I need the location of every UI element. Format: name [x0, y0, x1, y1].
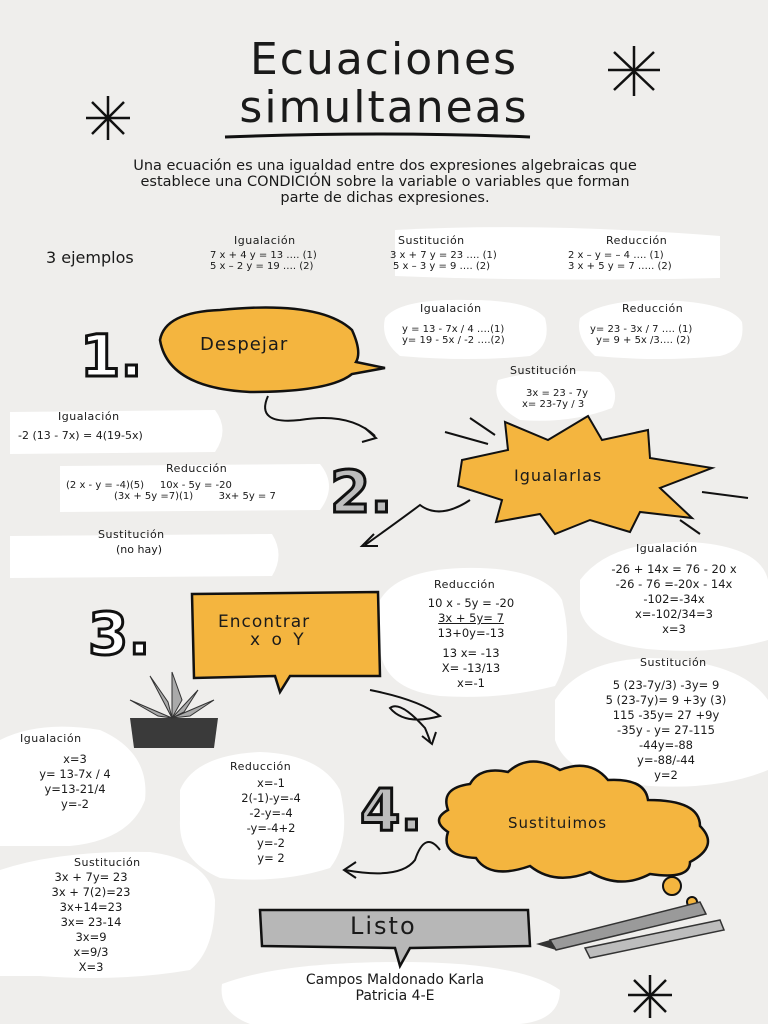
igualarlas-label: Igualarlas — [514, 466, 603, 485]
equation-line: x=3 — [662, 622, 686, 636]
step1-sustitucion-title: Sustitución — [510, 364, 577, 377]
equation-line: -102=-34x — [643, 592, 705, 606]
equation-line: y=-88/-44 — [637, 753, 695, 767]
step3-sustitucion-lines — [566, 678, 766, 783]
step4-reduccion-lines — [196, 776, 346, 866]
equation-line: -44y=-88 — [638, 738, 693, 752]
example-igualacion-eq2: 5 x – 2 y = 19 …. (2) — [210, 261, 314, 272]
step1-number: 1. — [80, 322, 143, 390]
step2-sustitucion-eq: (no hay) — [116, 543, 163, 556]
example-sustitucion-eq1: 3 x + 7 y = 23 …. (1) — [390, 250, 497, 261]
equation-line: 3x+14=23 — [59, 900, 123, 914]
equation-line: y=-2 — [61, 797, 89, 811]
equation-line: 2(-1)-y=-4 — [241, 791, 301, 805]
step2-igualacion2-title: Igualación — [636, 542, 698, 555]
step4-igualacion-lines — [10, 752, 140, 812]
equation-line: x=-1 — [457, 676, 485, 690]
step1-reduccion-eq2: y= 9 + 5x /3…. (2) — [596, 335, 691, 346]
step2-igualacion-eq: -2 (13 - 7x) = 4(19-5x) — [18, 429, 143, 442]
step1-igualacion-eq1: y = 13 - 7x / 4 ….(1) — [402, 324, 505, 335]
step4-igualacion-title: Igualación — [20, 732, 82, 745]
x-o-y-label: x o Y — [250, 630, 307, 650]
example-reduccion-title: Reducción — [606, 234, 668, 247]
step4-reduccion-title: Reducción — [230, 760, 292, 773]
step1-reduccion-title: Reducción — [622, 302, 684, 315]
author-name — [240, 972, 550, 1004]
step4-sustitucion-title: Sustitución — [74, 856, 141, 869]
equation-line: y=2 — [654, 768, 678, 782]
equation-line: x=-102/34=3 — [634, 607, 713, 621]
equation-line: -26 - 76 =-20x - 14x — [615, 577, 733, 591]
step1-reduccion-eq1: y= 23 - 3x / 7 …. (1) — [590, 324, 693, 335]
pen-icon — [536, 902, 724, 958]
equation-line: X= -13/13 — [441, 661, 501, 675]
example-reduccion-eq1: 2 x – y = – 4 …. (1) — [568, 250, 664, 261]
example-igualacion-title: Igualación — [234, 234, 296, 247]
equation-line: 13 x= -13 — [442, 646, 500, 660]
step2-reduccion-eq1: (2 x - y = -4)(5) 10x - 5y = -20 — [66, 480, 232, 491]
sustituimos-label: Sustituimos — [508, 814, 608, 832]
plant-icon — [130, 672, 218, 748]
equation-line: -35y - y= 27-115 — [617, 723, 715, 737]
step3-reduccion-title: Reducción — [434, 578, 496, 591]
listo-label: Listo — [350, 912, 417, 940]
step2-reduccion-title: Reducción — [166, 462, 228, 475]
step2-number: 2. — [330, 458, 393, 526]
equation-line: y= 2 — [257, 851, 285, 865]
step1-sustitucion-eq1: 3x = 23 - 7y — [526, 388, 588, 399]
equation-line: 5 (23-7y)= 9 +3y (3) — [605, 693, 727, 707]
equation-line: y=13-21/4 — [44, 782, 106, 796]
step3-number: 3. — [88, 600, 151, 668]
step3-sustitucion-title: Sustitución — [640, 656, 707, 669]
equation-line: y= 13-7x / 4 — [39, 767, 111, 781]
equation-line: 115 -35y= 27 +9y — [612, 708, 720, 722]
equation-line: 5 (23-7y/3) -3y= 9 — [612, 678, 720, 692]
title-line1: Ecuaciones — [249, 34, 519, 85]
equation-line: 3x= 23-14 — [60, 915, 122, 929]
author-line2: Patricia 4-E — [355, 988, 435, 1004]
example-sustitucion-eq2: 5 x – 3 y = 9 …. (2) — [393, 261, 491, 272]
intro-text: Una ecuación es una igualdad entre dos expresiones algebraicas que establece una CONDICIÓN sobre la variable o variables que forman parte de dichas expresiones. — [133, 158, 637, 206]
equation-line: 3x=9 — [75, 930, 107, 944]
equation-line: x=-1 — [257, 776, 285, 790]
step2-reduccion-eq2: (3x + 5y =7)(1) 3x+ 5y = 7 — [114, 491, 276, 502]
equation-line: 10 x - 5y = -20 — [427, 596, 515, 610]
equation-line: -26 + 14x = 76 - 20 x — [611, 562, 737, 576]
equation-line: -y=-4+2 — [246, 821, 296, 835]
step2-sustitucion-title: Sustitución — [98, 528, 165, 541]
equation-line: 13+0y=-13 — [437, 626, 505, 640]
step3-reduccion-lines — [396, 596, 546, 691]
equation-line: x=3 — [63, 752, 87, 766]
example-reduccion-eq2: 3 x + 5 y = 7 ….. (2) — [568, 261, 672, 272]
step1-sustitucion-eq2: x= 23-7y / 3 — [522, 399, 585, 410]
star-icon-bottom — [628, 975, 672, 1018]
encontrar-label: Encontrar — [218, 612, 311, 632]
example-sustitucion-title: Sustitución — [398, 234, 465, 247]
equation-line: y=-2 — [257, 836, 285, 850]
step1-igualacion-title: Igualación — [420, 302, 482, 315]
step2-igualacion2-lines — [580, 562, 768, 637]
title-line2: simultaneas — [239, 82, 529, 133]
equation-line: 3x + 7(2)=23 — [51, 885, 131, 899]
equation-line: x=9/3 — [73, 945, 109, 959]
step4-sustitucion-lines — [26, 870, 156, 975]
author-line1: Campos Maldonado Karla — [305, 972, 485, 988]
equation-line: X=3 — [78, 960, 104, 974]
example-igualacion-eq1: 7 x + 4 y = 13 …. (1) — [210, 250, 317, 261]
title-underline — [225, 134, 530, 137]
step4-number: 4. — [360, 776, 423, 844]
equation-line: 3x + 7y= 23 — [54, 870, 128, 884]
equation-line: 3x + 5y= 7 — [438, 611, 504, 625]
despejar-label: Despejar — [200, 334, 289, 355]
equation-line: -2-y=-4 — [249, 806, 293, 820]
step1-igualacion-eq2: y= 19 - 5x / -2 ….(2) — [402, 335, 505, 346]
step2-igualacion-title: Igualación — [58, 410, 120, 423]
examples-label: 3 ejemplos — [46, 248, 134, 267]
